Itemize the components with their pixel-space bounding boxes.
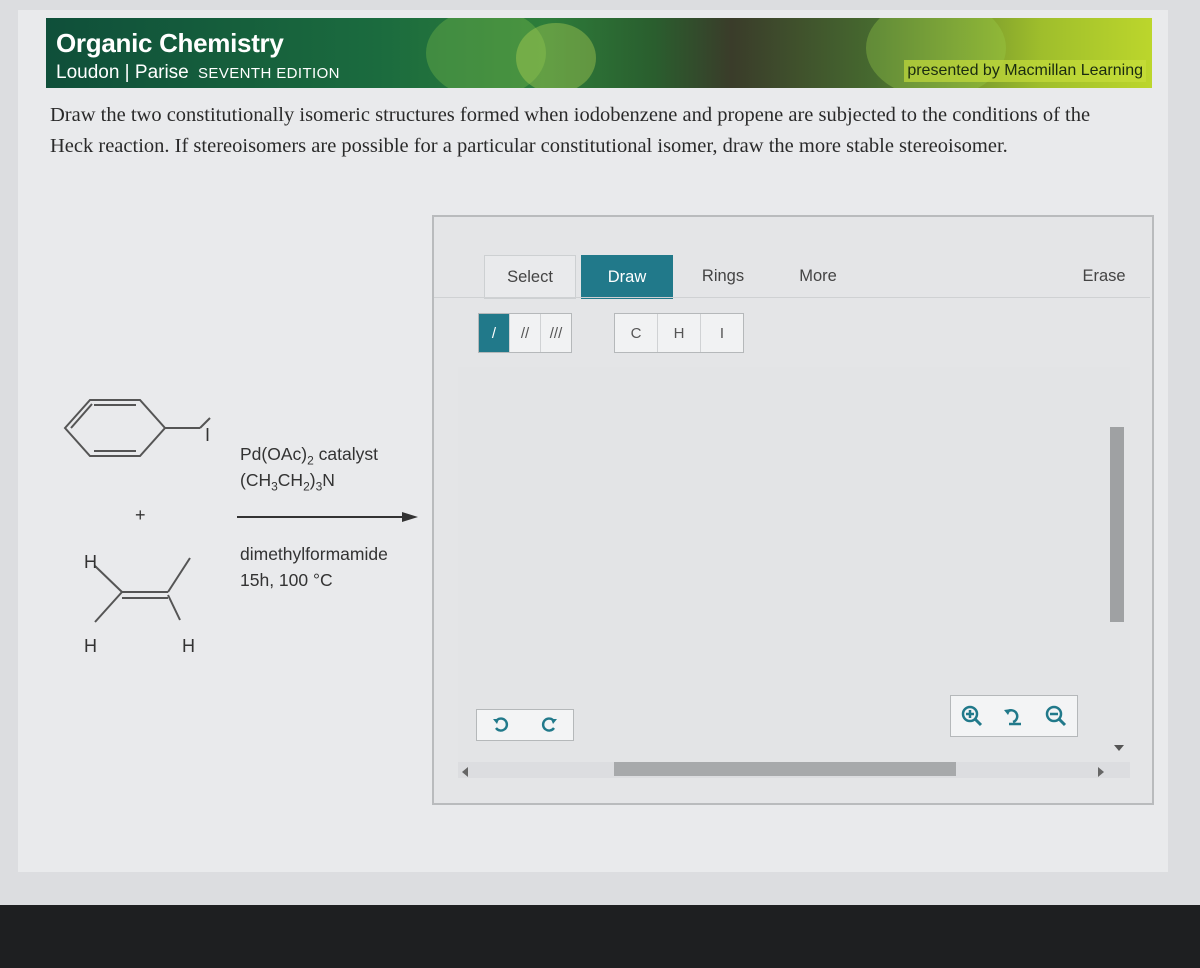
book-title: Organic Chemistry	[56, 28, 284, 58]
reagent-text: CH	[277, 470, 304, 490]
zoom-out-icon	[1045, 705, 1067, 727]
hydrogen-label: H	[84, 636, 97, 656]
horizontal-scrollbar[interactable]	[614, 762, 956, 776]
tab-select[interactable]: Select	[484, 255, 576, 299]
edition-text: SEVENTH EDITION	[198, 65, 340, 82]
erase-button[interactable]: Erase	[1082, 266, 1126, 285]
redo-icon	[540, 716, 558, 734]
undo-icon	[492, 716, 510, 734]
iodine-atom-button[interactable]: I	[719, 324, 725, 342]
reset-zoom-button[interactable]	[993, 696, 1035, 736]
carbon-atom-button[interactable]: C	[615, 314, 658, 352]
question-text	[50, 100, 1160, 162]
atom-tools	[614, 313, 744, 353]
zoom-out-button[interactable]	[1035, 696, 1077, 736]
question-line-1: Draw the two constitutionally isomeric structures formed when iodobenzene and propene are subjected to the conditions of the	[50, 104, 1091, 126]
reagent-text: (CH	[240, 470, 272, 490]
benzene-ring	[65, 400, 210, 456]
scroll-down-icon[interactable]	[1114, 745, 1124, 751]
editor-tabs	[459, 249, 1149, 297]
iodine-atom-label: I	[205, 425, 211, 445]
solvent-label: dimethylformamide	[240, 544, 388, 564]
triple-bond-button[interactable]: ///	[549, 324, 563, 342]
reagent-subscript: 3	[315, 479, 323, 494]
reaction-arrow	[237, 512, 418, 522]
reactant-structures	[50, 380, 430, 680]
undo-button[interactable]	[477, 710, 525, 740]
reagent-text: N	[322, 470, 335, 490]
reagent-text: Pd(OAc)	[240, 444, 308, 464]
scroll-right-icon[interactable]	[1098, 767, 1104, 777]
single-bond-button[interactable]: /	[479, 314, 510, 352]
zoom-in-icon	[961, 705, 983, 727]
zoom-controls	[950, 695, 1078, 737]
zoom-in-button[interactable]	[951, 696, 993, 736]
history-controls	[476, 709, 574, 741]
reagent-subscript: 2	[307, 453, 314, 468]
authors-text: Loudon | Parise	[56, 62, 189, 83]
question-line-2: Heck reaction. If stereoisomers are possible for a particular constitutional isomer, draw the more stable stereoisomer.	[50, 135, 1008, 157]
monitor-bezel	[0, 905, 1200, 968]
reset-zoom-icon	[1003, 705, 1025, 727]
reaction-scheme	[50, 380, 430, 680]
conditions-label: 15h, 100 °C	[240, 570, 333, 590]
toolbar-divider	[434, 297, 1150, 298]
tab-rings[interactable]: Rings	[701, 266, 745, 285]
propene-structure	[95, 558, 190, 622]
reagent-subscript: 2	[303, 479, 310, 494]
plus-sign: +	[135, 505, 146, 525]
vertical-scrollbar[interactable]	[1110, 427, 1124, 622]
bond-tools	[478, 313, 572, 353]
publisher-credit: presented by Macmillan Learning	[904, 60, 1146, 82]
hydrogen-label: H	[182, 636, 195, 656]
scroll-left-icon[interactable]	[462, 767, 468, 777]
structure-editor	[432, 215, 1154, 805]
reagent-text: catalyst	[313, 444, 378, 464]
hydrogen-label: H	[84, 552, 97, 572]
reagent-text: )	[309, 470, 316, 490]
banner-foliage	[516, 23, 596, 88]
tab-more[interactable]: More	[799, 266, 837, 285]
hydrogen-atom-button[interactable]: H	[658, 314, 701, 352]
redo-button[interactable]	[525, 710, 573, 740]
tab-draw[interactable]: Draw	[581, 255, 673, 299]
double-bond-button[interactable]: //	[510, 314, 541, 352]
book-authors	[56, 62, 340, 84]
base-label	[240, 470, 335, 494]
reagent-subscript: 3	[271, 479, 278, 494]
book-banner	[46, 18, 1152, 88]
catalyst-label	[240, 444, 378, 468]
